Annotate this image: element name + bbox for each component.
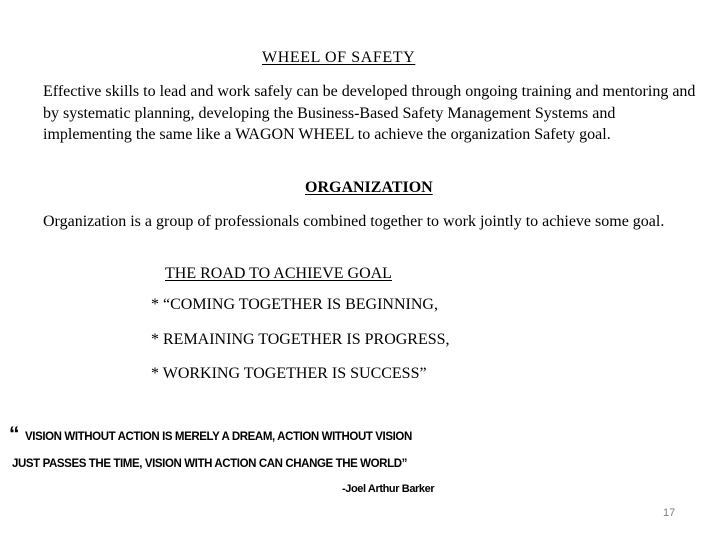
vision-quote-line-1: VISION WITHOUT ACTION IS MERELY A DREAM, ACTION WITHOUT VISION <box>25 431 412 443</box>
organization-paragraph: Organization is a group of professionals combined together to work jointly to achieve some goal. <box>43 213 665 230</box>
quote-author: -Joel Arthur Barker <box>342 483 435 495</box>
quote-line-2: * REMAINING TOGETHER IS PROGRESS, <box>151 331 450 348</box>
quote-line-3: * WORKING TOGETHER IS SUCCESS” <box>151 365 427 382</box>
vision-open-quote: “ <box>9 423 20 446</box>
slide-title: WHEEL OF SAFETY <box>262 49 416 66</box>
page-number: 17 <box>663 507 676 519</box>
vision-quote-line-2: JUST PASSES THE TIME, VISION WITH ACTION CAN CHANGE THE WORLD” <box>12 458 407 470</box>
road-heading: THE ROAD TO ACHIEVE GOAL <box>165 265 392 282</box>
intro-paragraph: Effective skills to lead and work safely can be developed through ongoing training and mentoring and by systematic planning, developing the Business-Based Safety Management Systems and implementing the same like a WAGON WHEEL to achieve the organization Safety goal. <box>43 83 696 143</box>
organization-heading: ORGANIZATION <box>305 179 433 196</box>
quote-line-1: * “COMING TOGETHER IS BEGINNING, <box>151 296 438 313</box>
